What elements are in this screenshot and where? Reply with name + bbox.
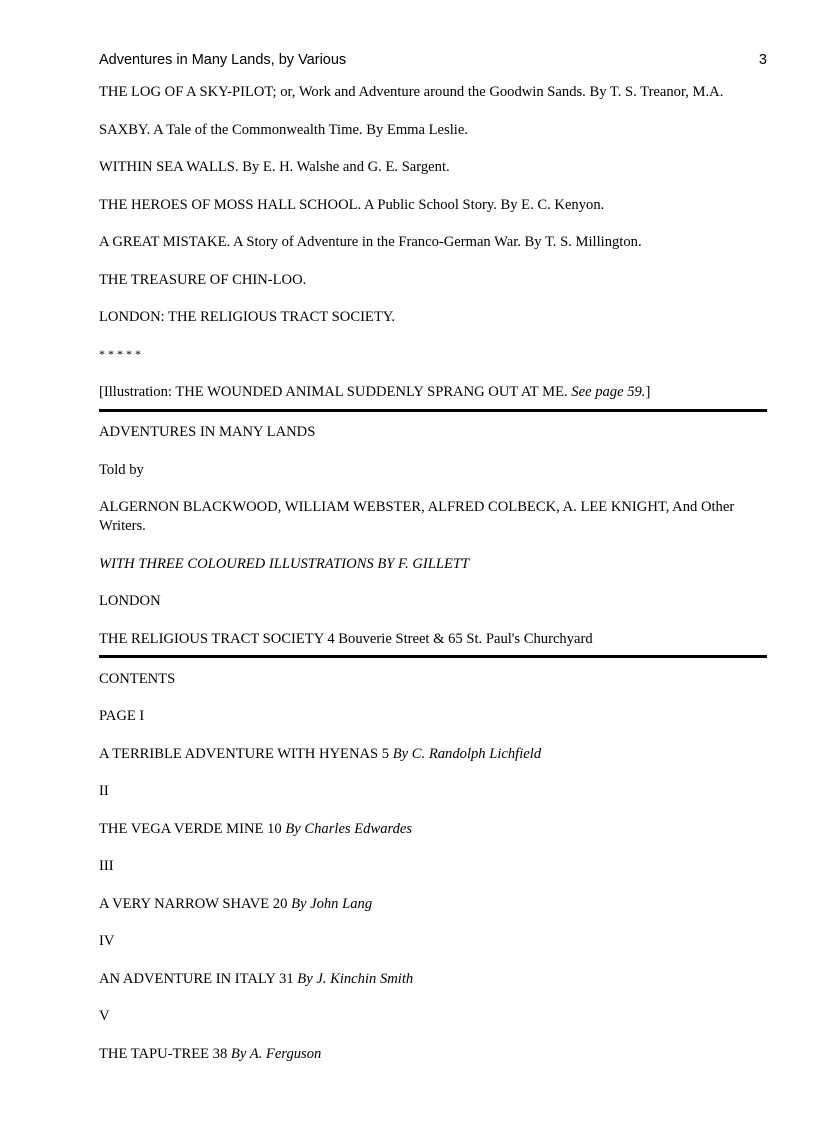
illustration-page-ref: See page 59. [571, 384, 646, 400]
chapter-numeral: II [99, 783, 109, 799]
running-header [99, 52, 767, 72]
publisher-line: LONDON: THE RELIGIOUS TRACT SOCIETY. [99, 309, 396, 325]
contents-entry: A VERY NARROW SHAVE 20 By John Lang [99, 896, 373, 912]
ad-line: A GREAT MISTAKE. A Story of Adventure in the Franco-German War. By T. S. Millington. [99, 234, 642, 250]
publisher: THE RELIGIOUS TRACT SOCIETY 4 Bouverie Street & 65 St. Paul's Churchyard [99, 631, 593, 647]
illustration-caption [99, 383, 767, 402]
city: LONDON [99, 593, 161, 609]
divider [99, 409, 767, 412]
authors: ALGERNON BLACKWOOD, WILLIAM WEBSTER, ALFRED COLBECK, A. LEE KNIGHT, And Other Writers. [99, 499, 735, 534]
book-title: ADVENTURES IN MANY LANDS [99, 424, 316, 440]
ad-line: THE LOG OF A SKY-PILOT; or, Work and Adventure around the Goodwin Sands. By T. S. Treanor, M.A. [99, 84, 724, 100]
book-title-header: Adventures in Many Lands, by Various [99, 52, 347, 68]
told-by: Told by [99, 462, 144, 478]
contents-entry: A TERRIBLE ADVENTURE WITH HYENAS 5 By C. Randolph Lichfield [99, 746, 542, 762]
divider [99, 655, 767, 658]
contents-heading: CONTENTS [99, 671, 176, 687]
ad-line: WITHIN SEA WALLS. By E. H. Walshe and G. E. Sargent. [99, 159, 450, 175]
ad-line: THE HEROES OF MOSS HALL SCHOOL. A Public School Story. By E. C. Kenyon. [99, 197, 605, 213]
separator-stars: * * * * * [99, 347, 141, 361]
ad-line: THE TREASURE OF CHIN-LOO. [99, 272, 307, 288]
illustration-text: [Illustration: THE WOUNDED ANIMAL SUDDENLY SPRANG OUT AT ME. [99, 384, 572, 400]
illustrations-credit: WITH THREE COLOURED ILLUSTRATIONS BY F. GILLETT [99, 556, 470, 572]
chapter-numeral: V [99, 1008, 110, 1024]
chapter-numeral: III [99, 858, 114, 874]
contents-entry: AN ADVENTURE IN ITALY 31 By J. Kinchin Smith [99, 971, 414, 987]
contents-entry: THE TAPU-TREE 38 By A. Ferguson [99, 1046, 322, 1062]
chapter-numeral: IV [99, 933, 115, 949]
page-number: 3 [758, 52, 767, 68]
illustration-close: ] [645, 384, 651, 400]
contents-entry: THE VEGA VERDE MINE 10 By Charles Edwardes [99, 821, 413, 837]
page-label: PAGE I [99, 708, 145, 724]
ad-line: SAXBY. A Tale of the Commonwealth Time. By Emma Leslie. [99, 122, 468, 138]
